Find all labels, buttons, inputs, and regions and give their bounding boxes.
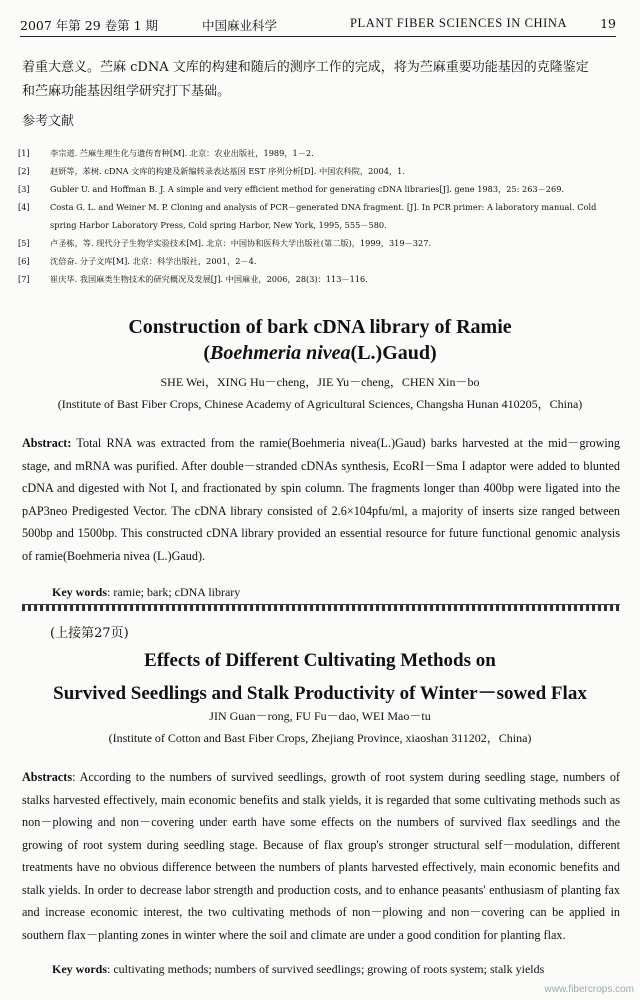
keywords-label: Key words xyxy=(52,962,107,976)
article1-authors: SHE Wei，XING Hu－cheng，JIE Yu－cheng，CHEN Xin－bo xyxy=(160,375,480,389)
reference-item: [3] Gubler U. and Hoffman B. J. A simple and very efficient method for generating cDNA libraries[J]. gene 1983，25: 263－269. xyxy=(18,184,565,194)
site-watermark: www.fibercrops.com xyxy=(544,984,634,995)
article2-title-line2: Survived Seedlings and Stalk Productivity of Winter－sowed Flax xyxy=(53,683,587,704)
keywords-text: ramie; bark; cDNA library xyxy=(113,585,241,599)
article1-abstract xyxy=(22,432,620,567)
article1-title-line2: (Boehmeria nivea(L.)Gaud) xyxy=(203,342,437,364)
keywords-label: Key words xyxy=(52,585,107,599)
abstract-label: Abstracts xyxy=(22,770,73,784)
abstract-text: Total RNA was extracted from the ramie(Boehmeria nivea(L.)Gaud) barks harvested at the mid－growing stage, and mRNA was purified. After double－stranded cDNAs synthesis, EcoRI－Sma I adaptor were added to blunted cDNA and digested with Not I, and fractionated by spin column. The fragments longer than 400bp were ligated into the pAP3neo Predigested Vector. The cDNA library consisted of 2.6×104pfu/ml, a majority of inserts size ranged between 500bp and 1500bp. This constructed cDNA library provided an essential resource for future functional genomic analysis of ramie(Boehmeria nivea (L.)Gaud). xyxy=(22,436,620,563)
section-divider xyxy=(22,604,620,611)
references-heading: 参考文献 xyxy=(22,114,75,129)
article1-keywords: Key words: ramie; bark; cDNA library xyxy=(52,585,241,599)
article1-affiliation: (Institute of Bast Fiber Crops, Chinese Academy of Agricultural Sciences, Changsha Hunan 410205，China) xyxy=(57,397,583,411)
keywords-text: cultivating methods; numbers of survived seedlings; growing of roots system; stalk yields xyxy=(113,962,545,976)
continuation-line: 和苎麻功能基因组学研究打下基础。 xyxy=(22,84,231,99)
article2-affiliation: (Institute of Cotton and Bast Fiber Crops, Zhejiang Province, xiaoshan 311202，China) xyxy=(108,731,532,745)
journal-name-en: PLANT FIBER SCIENCES IN CHINA xyxy=(350,16,568,30)
continued-from-note: (上接第27页) xyxy=(50,626,129,641)
references-list xyxy=(18,144,620,288)
reference-item: [2] 赵妍等，苯树. cDNA 文库的构建及新编转录表达基因 EST 序列分析[D]. 中国农科院，2004，1. xyxy=(18,166,405,176)
species-name: Boehmeria nivea xyxy=(209,342,351,364)
reference-item: [6] 沈倍奋. 分子文库[M]. 北京：科学出版社，2001，2－4. xyxy=(18,256,257,266)
species-authority: (L.)Gaud xyxy=(350,342,430,364)
abstract-label: Abstract: xyxy=(22,436,72,450)
reference-item: [1] 李宗道. 苎麻生理生化与遗传育种[M]. 北京：农业出版社，1989，1－2. xyxy=(18,148,314,158)
reference-item: [4] Costa G. L. and Weiner M. P. Cloning and analysis of PCR－generated DNA fragment. [J]. In PCR primer: A laboratory manual. Cold spring Harbor Laboratory Press, Cold spring Harbor, New York, 1995, 555－580. xyxy=(18,202,597,230)
reference-item: [7] 崔庆华. 我国麻类生物技术的研究概况及发展[J]. 中国麻业，2006，28(3)：113－116. xyxy=(18,274,368,284)
reference-item: [5] 卢圣栋，等. 现代分子生物学实验技术[M]. 北京：中国协和医科大学出版社(第二版)，1999，319－327. xyxy=(18,238,432,248)
article2-authors: JIN Guan－rong, FU Fu－dao, WEI Mao－tu xyxy=(209,709,431,723)
abstract-text: According to the numbers of survived seedlings, growth of root system during seedling stage, numbers of stalks harvested effectively, main economic benefits and stalk yields, it is regarded that some cultivating methods such as non－plowing and non－covering under earth have some effects on the numbers of survived flax seedlings and the growing of root system during seedling stage. Because of flax group's stronger structural self－modulation, different treatments have no obvious difference between the numbers of plants harvested effectively, main economic benefits and stalk yields. In order to decrease labor strength and production costs, and to enhance peasants' enthusiasm of planting fax and increase economic interest, the two cultivating methods of non－plowing and non－covering can be applied in southern flax－planting zones in winter where the soil and climate are under a good condition for planting flax. xyxy=(22,770,620,942)
running-header xyxy=(20,14,616,37)
article2-title-line1: Effects of Different Cultivating Methods on xyxy=(144,650,496,671)
continuation-line: 着重大意义。苎麻 cDNA 文库的构建和随后的测序工作的完成，将为苎麻重要功能基因的克隆鉴定 xyxy=(22,60,589,75)
article2-keywords: Key words: cultivating methods; numbers of survived seedlings; growing of roots system; stalk yields xyxy=(52,962,545,976)
journal-volume-info: 2007 年第 29 卷第 1 期 xyxy=(20,18,159,33)
continuation-paragraph xyxy=(22,56,620,104)
page-number: 19 xyxy=(600,16,616,31)
article2-abstract: Abstracts: According to the numbers of survived seedlings, growth of root system during seedling stage, numbers of stalks harvested effectively, main economic benefits and stalk yields, it is regarded that some cultivating methods such as non－plowing and non－covering under earth have some effects on the numbers of survived flax seedlings and the growing of root system during seedling stage. Because of flax group's stronger structural self－modulation, different treatments have no obvious difference between the numbers of plants harvested effectively, main economic benefits and stalk yields. In order to decrease labor strength and production costs, and to enhance peasants' enthusiasm of planting fax and increase economic interest, the two cultivating methods of non－plowing and non－covering can be applied in southern flax－planting zones in winter where the soil and climate are under a good condition for planting flax. xyxy=(22,770,620,942)
article1-title-line1: Construction of bark cDNA library of Ramie xyxy=(128,316,512,338)
journal-name-cn: 中国麻业科学 xyxy=(202,18,278,33)
